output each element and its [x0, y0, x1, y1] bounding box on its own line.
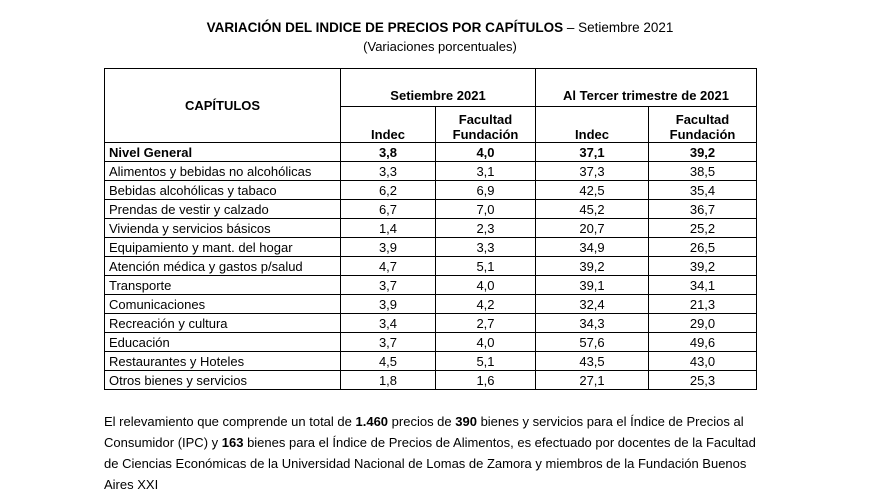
row-label: Educación: [105, 333, 341, 352]
value-cell: 3,3: [341, 162, 436, 181]
value-cell: 3,3: [436, 238, 536, 257]
note-text: El relevamiento que comprende un total de: [104, 414, 356, 429]
value-cell: 36,7: [649, 200, 757, 219]
group-header-setiembre: Setiembre 2021: [341, 69, 536, 107]
value-cell: 1,6: [436, 371, 536, 390]
note-text: bienes para el Índice de Precios de Alimentos, es efectuado por docentes de la Facultad de Ciencias Económicas de la Universidad Nacional de Lomas de Zamora y miembros de la Fundación Buenos Aires XXI: [104, 435, 756, 492]
value-cell: 3,9: [341, 238, 436, 257]
table-row: [105, 314, 757, 333]
value-cell: 1,4: [341, 219, 436, 238]
row-label: Alimentos y bebidas no alcohólicas: [105, 162, 341, 181]
value-cell: 42,5: [536, 181, 649, 200]
value-cell: 4,2: [436, 295, 536, 314]
table-row: [105, 352, 757, 371]
value-cell: 2,7: [436, 314, 536, 333]
value-cell: 20,7: [536, 219, 649, 238]
value-cell: 6,9: [436, 181, 536, 200]
col-header-indec-2: Indec: [536, 107, 649, 143]
value-cell: 4,0: [436, 143, 536, 162]
table-row: [105, 295, 757, 314]
value-cell: 39,2: [536, 257, 649, 276]
methodology-note: [104, 411, 764, 495]
value-cell: 5,1: [436, 257, 536, 276]
facultad-label: Facultad: [675, 112, 730, 127]
note-text: bienes y servicios para el Índice de Precios al Consumidor (IPC) y: [104, 414, 744, 450]
value-cell: 2,3: [436, 219, 536, 238]
col-header-indec-1: Indec: [341, 107, 436, 143]
value-cell: 3,8: [341, 143, 436, 162]
table-header-group-row: [105, 69, 757, 107]
table-row: [105, 219, 757, 238]
title-bold: VARIACIÓN DEL INDICE DE PRECIOS POR CAPÍTULOS: [206, 20, 564, 35]
value-cell: 35,4: [649, 181, 757, 200]
value-cell: 3,7: [341, 276, 436, 295]
table-row: [105, 162, 757, 181]
table-row: [105, 371, 757, 390]
note-text: precios de: [388, 414, 456, 429]
row-label: Vivienda y servicios básicos: [105, 219, 341, 238]
report-subtitle: (Variaciones porcentuales): [363, 39, 517, 54]
value-cell: 32,4: [536, 295, 649, 314]
fundacion-label: Fundación: [669, 127, 736, 142]
value-cell: 34,3: [536, 314, 649, 333]
row-label: Equipamiento y mant. del hogar: [105, 238, 341, 257]
value-cell: 4,7: [341, 257, 436, 276]
row-label: Restaurantes y Hoteles: [105, 352, 341, 371]
facultad-label: Facultad: [458, 112, 513, 127]
value-cell: 5,1: [436, 352, 536, 371]
row-label: Otros bienes y servicios: [105, 371, 341, 390]
value-cell: 49,6: [649, 333, 757, 352]
value-cell: 3,9: [341, 295, 436, 314]
note-count-prices: 1.460: [355, 414, 389, 429]
row-label: Prendas de vestir y calzado: [105, 200, 341, 219]
value-cell: 25,2: [649, 219, 757, 238]
value-cell: 43,0: [649, 352, 757, 371]
table-row: [105, 181, 757, 200]
col-header-facultad-2: [649, 107, 757, 143]
row-label: Atención médica y gastos p/salud: [105, 257, 341, 276]
table-row: [105, 257, 757, 276]
value-cell: 45,2: [536, 200, 649, 219]
row-label: Nivel General: [105, 143, 341, 162]
value-cell: 34,9: [536, 238, 649, 257]
value-cell: 25,3: [649, 371, 757, 390]
col-header-facultad-1: [436, 107, 536, 143]
value-cell: 34,1: [649, 276, 757, 295]
title-period: – Setiembre 2021: [563, 20, 674, 35]
note-count-food: 163: [221, 435, 244, 450]
table-row: [105, 238, 757, 257]
value-cell: 39,1: [536, 276, 649, 295]
report-title: [0, 20, 880, 36]
table-row: [105, 276, 757, 295]
value-cell: 39,2: [649, 257, 757, 276]
value-cell: 37,1: [536, 143, 649, 162]
value-cell: 1,8: [341, 371, 436, 390]
group-header-trimestre: Al Tercer trimestre de 2021: [536, 69, 757, 107]
row-label: Bebidas alcohólicas y tabaco: [105, 181, 341, 200]
value-cell: 4,5: [341, 352, 436, 371]
value-cell: 57,6: [536, 333, 649, 352]
value-cell: 21,3: [649, 295, 757, 314]
value-cell: 4,0: [436, 333, 536, 352]
row-label: Transporte: [105, 276, 341, 295]
capitulos-header: CAPÍTULOS: [105, 69, 341, 143]
fundacion-label: Fundación: [452, 127, 519, 142]
row-label: Comunicaciones: [105, 295, 341, 314]
row-label: Recreación y cultura: [105, 314, 341, 333]
value-cell: 3,7: [341, 333, 436, 352]
value-cell: 38,5: [649, 162, 757, 181]
value-cell: 27,1: [536, 371, 649, 390]
value-cell: 7,0: [436, 200, 536, 219]
value-cell: 6,7: [341, 200, 436, 219]
value-cell: 3,4: [341, 314, 436, 333]
value-cell: 39,2: [649, 143, 757, 162]
table-row: [105, 333, 757, 352]
value-cell: 3,1: [436, 162, 536, 181]
value-cell: 43,5: [536, 352, 649, 371]
table-row: [105, 143, 757, 162]
table-row: [105, 200, 757, 219]
table-body: [105, 143, 757, 390]
value-cell: 37,3: [536, 162, 649, 181]
value-cell: 4,0: [436, 276, 536, 295]
value-cell: 6,2: [341, 181, 436, 200]
value-cell: 26,5: [649, 238, 757, 257]
note-count-goods: 390: [455, 414, 477, 429]
price-index-table: [104, 68, 757, 390]
value-cell: 29,0: [649, 314, 757, 333]
